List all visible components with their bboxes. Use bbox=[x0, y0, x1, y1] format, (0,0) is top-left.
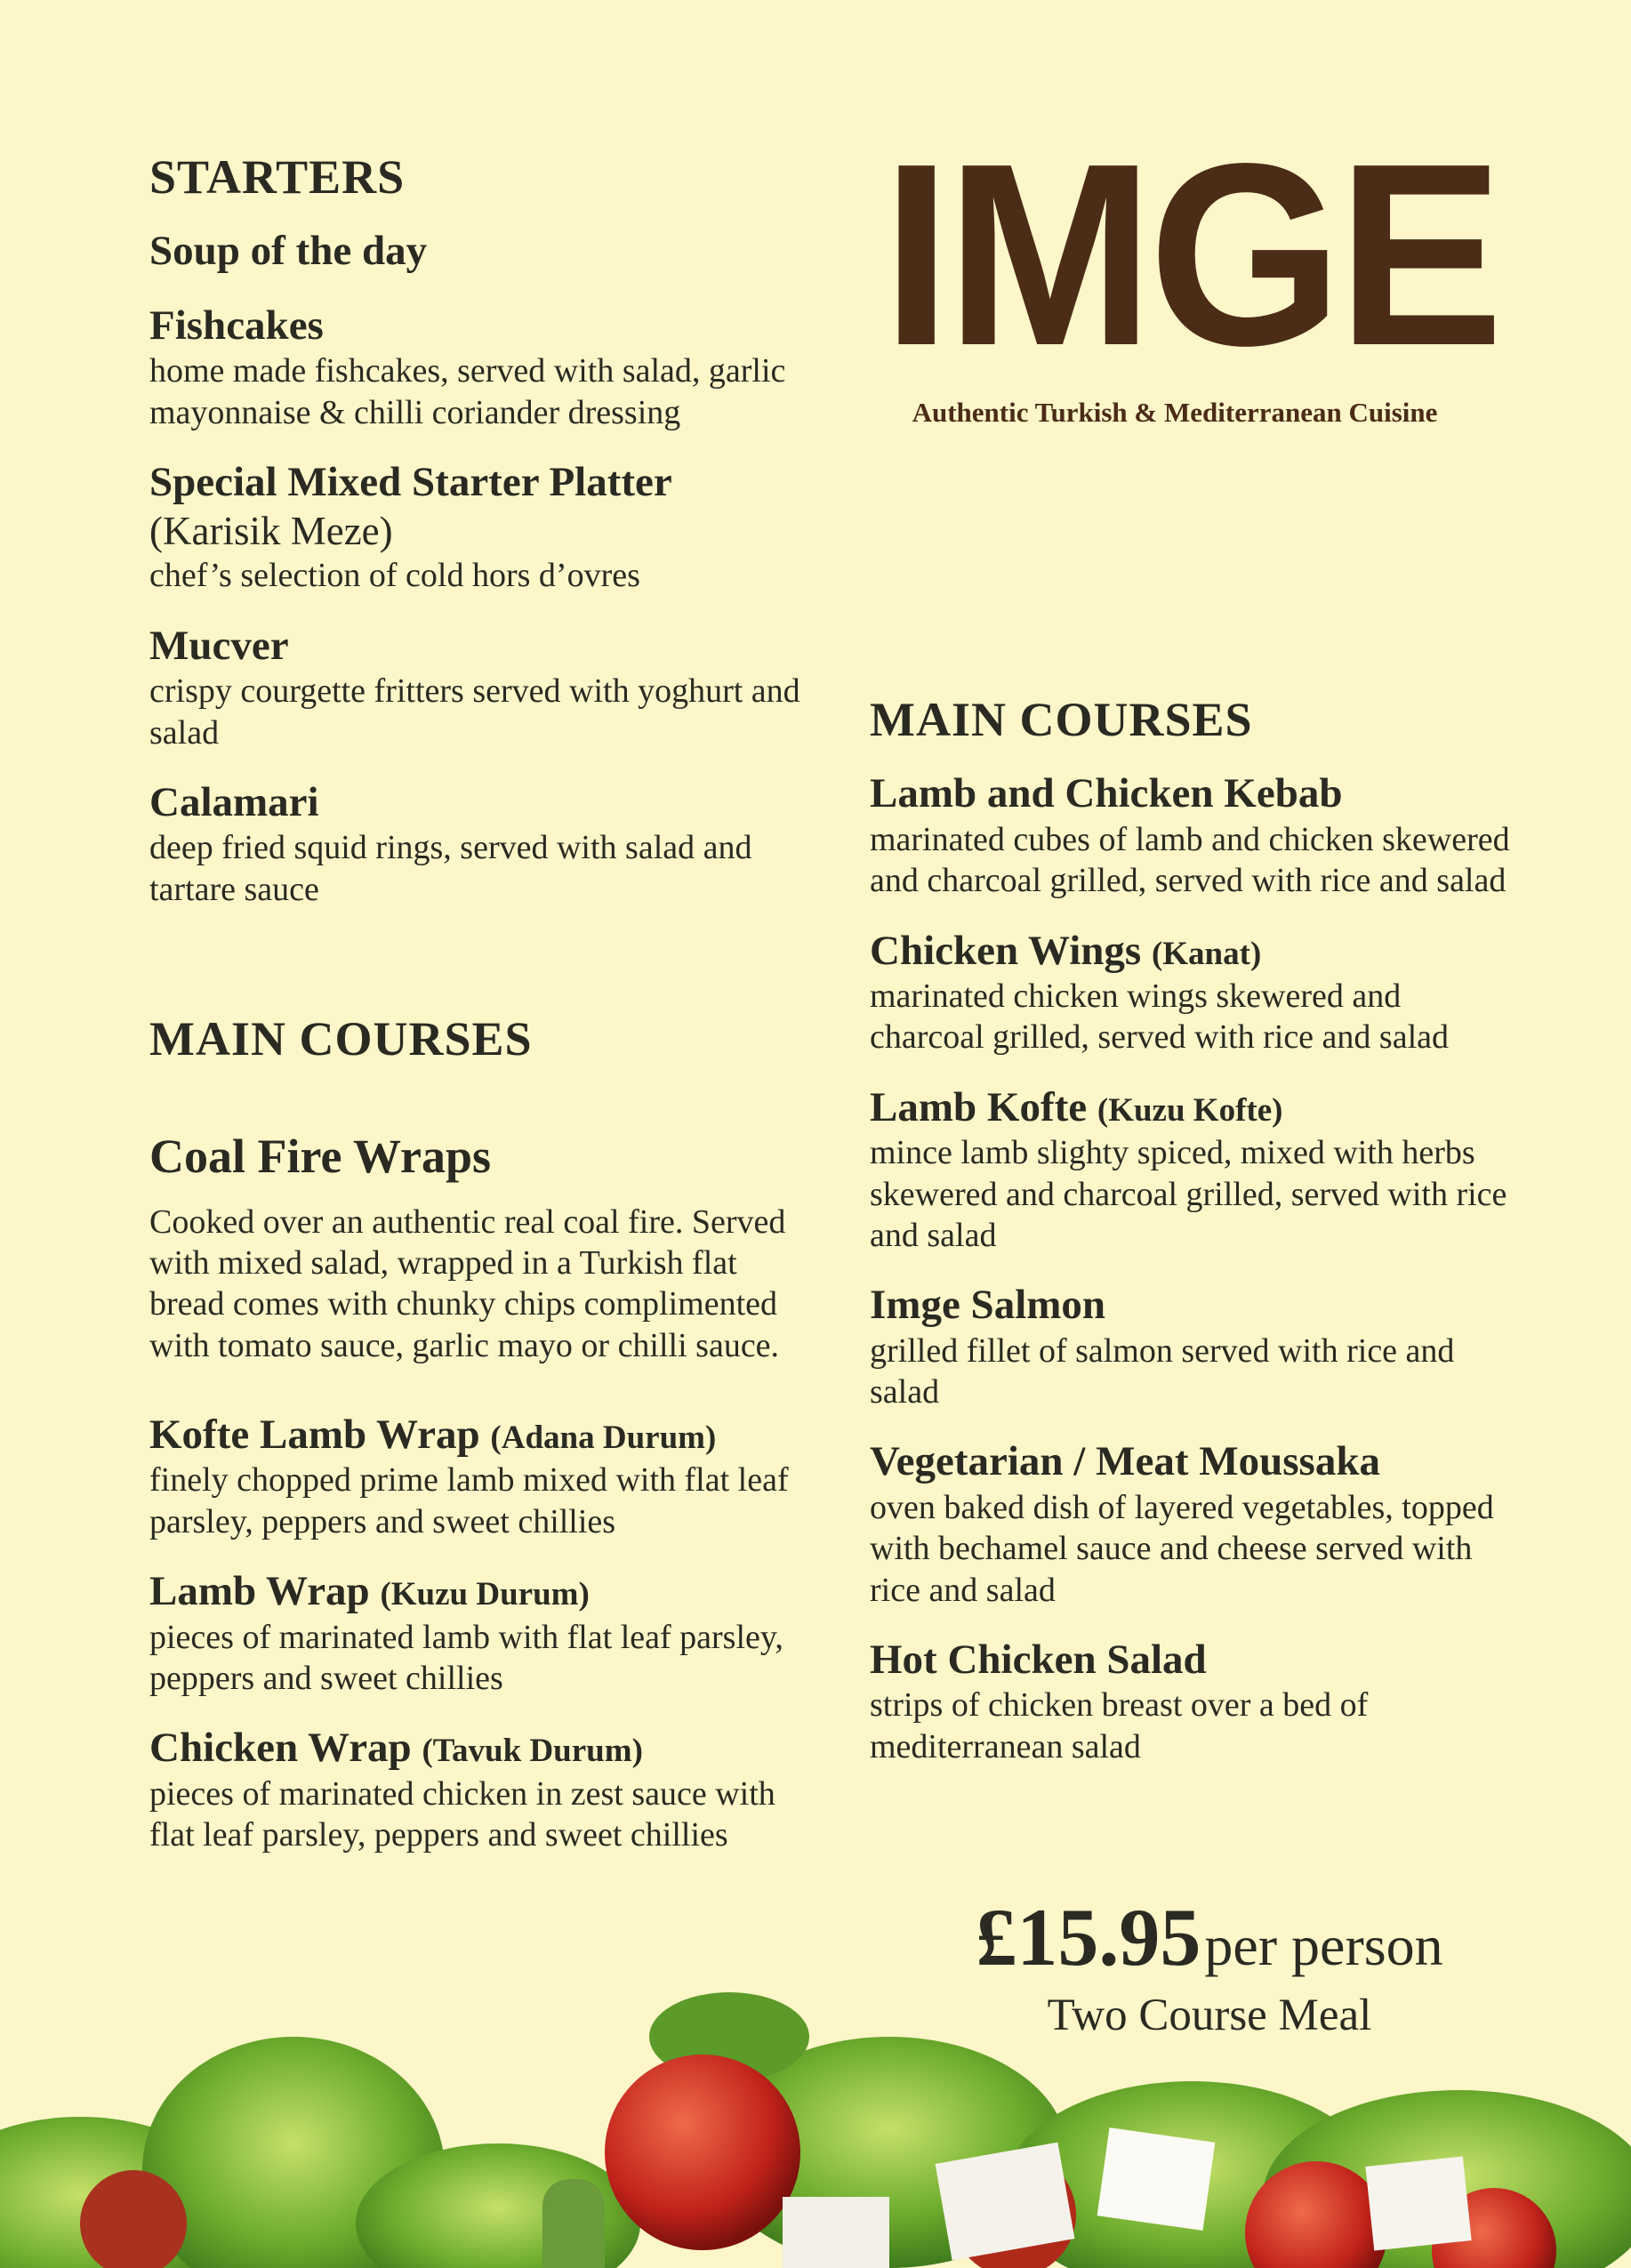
brand-logo bbox=[870, 109, 1499, 429]
wraps-heading: Coal Fire Wraps bbox=[149, 1129, 492, 1183]
item-name: Lamb Kofte bbox=[870, 1083, 1088, 1130]
item-name-line bbox=[870, 1281, 1510, 1330]
right-column bbox=[870, 694, 1510, 1792]
item-subtitle: (Kanat) bbox=[1151, 935, 1262, 972]
menu-item bbox=[870, 769, 1510, 901]
item-name-line bbox=[149, 1724, 807, 1773]
item-name: Calamari bbox=[149, 779, 319, 825]
item-name-line bbox=[870, 1083, 1510, 1132]
item-name: Imge Salmon bbox=[870, 1282, 1106, 1329]
menu-item bbox=[870, 1636, 1510, 1767]
item-name-line bbox=[149, 1411, 807, 1460]
item-name: Lamb Wrap bbox=[149, 1568, 370, 1615]
starters-heading: STARTERS bbox=[149, 150, 406, 204]
item-name: Hot Chicken Salad bbox=[870, 1636, 1207, 1683]
price-amount: £15.95 bbox=[976, 1892, 1201, 1982]
item-name: Fishcakes bbox=[149, 302, 324, 349]
item-description: strips of chicken breast over a bed of mediterranean salad bbox=[870, 1686, 1369, 1765]
menu-item bbox=[149, 302, 807, 433]
item-description: mince lamb slighty spiced, mixed with herbs skewered and charcoal grilled, served with rice and salad bbox=[870, 1134, 1507, 1254]
item-subtitle: (Adana Durum) bbox=[490, 1420, 717, 1456]
menu-item bbox=[149, 1411, 807, 1542]
main-courses-heading-left: MAIN COURSES bbox=[149, 1012, 533, 1066]
item-name-line bbox=[870, 769, 1510, 818]
item-description: crispy courgette fritters served with yoghurt and salad bbox=[149, 672, 800, 752]
menu-item bbox=[870, 1281, 1510, 1412]
item-name: Lamb and Chicken Kebab bbox=[870, 770, 1343, 817]
item-name-line bbox=[870, 927, 1510, 976]
main-courses-heading-right: MAIN COURSES bbox=[870, 693, 1253, 746]
menu-item bbox=[149, 1567, 807, 1699]
menu-item bbox=[870, 1437, 1510, 1611]
item-description: finely chopped prime lamb mixed with flat leaf parsley, peppers and sweet chillies bbox=[149, 1461, 789, 1540]
item-description: pieces of marinated chicken in zest sauce with flat leaf parsley, peppers and sweet chillies bbox=[149, 1774, 775, 1854]
menu-item bbox=[149, 778, 807, 910]
salad-green-bean bbox=[542, 2179, 605, 2268]
item-name-line bbox=[870, 1636, 1510, 1685]
menu-item bbox=[149, 622, 807, 753]
item-alt-name: (Karisik Meze) bbox=[149, 509, 393, 554]
menu-item bbox=[870, 927, 1510, 1058]
item-description: pieces of marinated lamb with flat leaf parsley, peppers and sweet chillies bbox=[149, 1618, 783, 1697]
brand-name: IMGE bbox=[881, 109, 1499, 399]
item-name: Mucver bbox=[149, 622, 289, 669]
item-description: marinated chicken wings skewered and charcoal grilled, served with rice and salad bbox=[870, 977, 1449, 1057]
item-name: Soup of the day bbox=[149, 228, 428, 275]
price-per: per person bbox=[1204, 1914, 1443, 1977]
menu-item bbox=[149, 458, 807, 597]
wraps-intro: Cooked over an authentic real coal fire. Served with mixed salad, wrapped in a Turkish flat bread comes with chunky chips complimented with tomato sauce, garlic mayo or chilli sauce. bbox=[149, 1202, 786, 1364]
item-subtitle: (Kuzu Kofte) bbox=[1097, 1091, 1283, 1129]
item-name: Special Mixed Starter Platter bbox=[149, 459, 672, 506]
left-column bbox=[149, 151, 807, 1881]
price-subtitle: Two Course Meal bbox=[1047, 1991, 1372, 2040]
item-subtitle: (Tavuk Durum) bbox=[422, 1733, 643, 1770]
item-name-line bbox=[149, 1567, 807, 1616]
item-name: Vegetarian / Meat Moussaka bbox=[870, 1438, 1380, 1485]
item-description: oven baked dish of layered vegetables, topped with bechamel sauce and cheese served with rice and salad bbox=[870, 1488, 1494, 1609]
item-name: Chicken Wings bbox=[870, 927, 1142, 974]
brand-tagline: Authentic Turkish & Mediterranean Cuisine bbox=[912, 397, 1438, 428]
item-description: home made fishcakes, served with salad, garlic mayonnaise & chilli coriander dressing bbox=[149, 352, 786, 431]
item-description: deep fried squid rings, served with salad and tartare sauce bbox=[149, 829, 752, 908]
item-description: grilled fillet of salmon served with rice and salad bbox=[870, 1331, 1455, 1411]
menu-item bbox=[149, 1724, 807, 1855]
item-name-line bbox=[870, 1437, 1510, 1486]
item-description: marinated cubes of lamb and chicken skewered and charcoal grilled, served with rice and salad bbox=[870, 820, 1510, 900]
menu-item bbox=[149, 227, 807, 276]
menu-item bbox=[870, 1083, 1510, 1257]
price-line bbox=[925, 1890, 1494, 1984]
item-subtitle: (Kuzu Durum) bbox=[380, 1576, 590, 1613]
item-name: Chicken Wrap bbox=[149, 1725, 412, 1772]
item-description: chef’s selection of cold hors d’ovres bbox=[149, 557, 640, 595]
item-name: Kofte Lamb Wrap bbox=[149, 1411, 480, 1458]
price-block bbox=[925, 1890, 1494, 2041]
